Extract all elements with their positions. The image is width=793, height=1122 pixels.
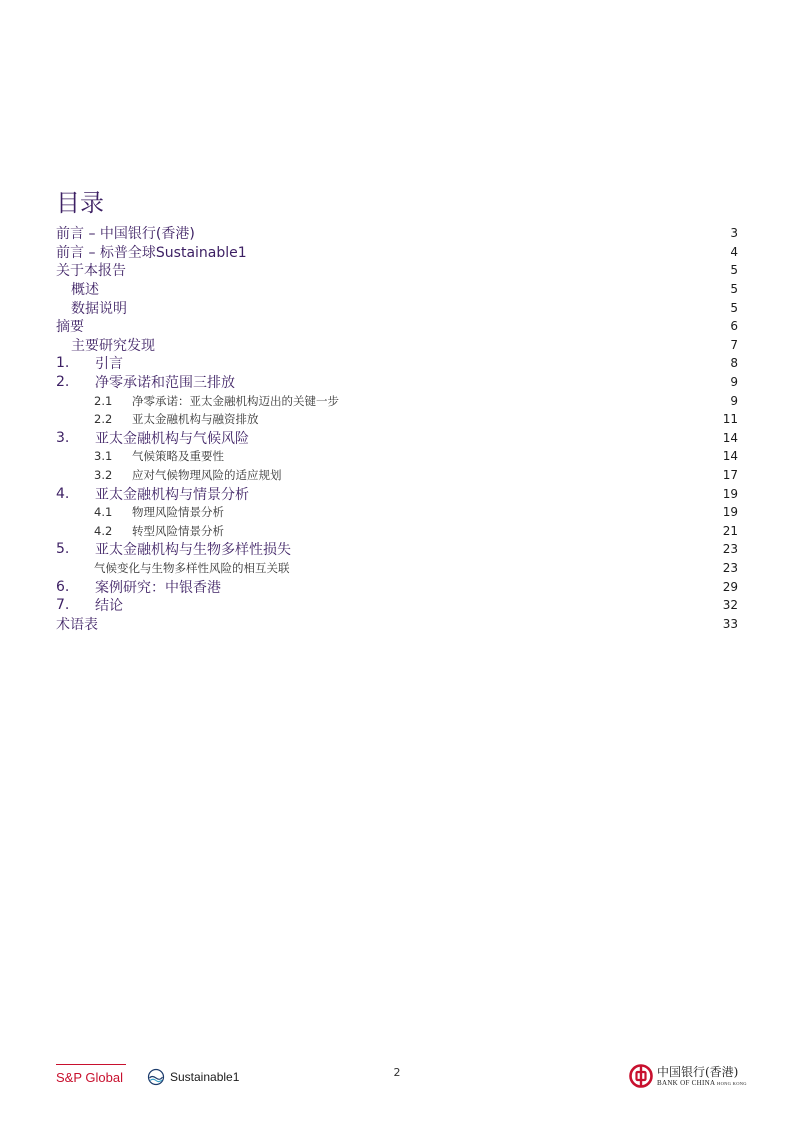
toc-entry-number: 7.: [56, 597, 70, 614]
boc-logo-english-name: BANK OF CHINA: [657, 1079, 715, 1087]
toc-entry-number: 5.: [56, 541, 70, 558]
toc-entry-title: 案例研究：中银香港: [95, 579, 221, 596]
toc-entry-number: 3.2: [94, 468, 113, 483]
toc-entry-title: 亚太金融机构与生物多样性损失: [95, 542, 291, 559]
toc-entry[interactable]: [56, 596, 738, 615]
toc-entry[interactable]: [56, 243, 738, 262]
toc-entry[interactable]: [56, 280, 738, 299]
toc-entry-number: 3.: [56, 429, 70, 446]
toc-entry-page: 7: [730, 337, 738, 352]
toc-entry-page: 21: [722, 523, 738, 538]
toc-entry-page: 9: [730, 393, 738, 408]
toc-entry-page: 5: [730, 263, 738, 278]
toc-entry-title: 气候策略及重要性: [132, 449, 224, 464]
toc-entry-title: 转型风险情景分析: [132, 523, 224, 538]
toc-entry-number: 4.2: [94, 523, 113, 538]
toc-entry-page: 32: [722, 598, 738, 613]
toc-entry-title: 摘要: [56, 319, 84, 336]
toc-entry[interactable]: [56, 410, 738, 429]
boc-logo: [629, 1064, 747, 1088]
toc-entry-page: 14: [722, 449, 738, 464]
toc-entry-title: 结论: [95, 598, 123, 615]
toc-entry-title: 物理风险情景分析: [132, 505, 224, 520]
toc-entry[interactable]: [56, 298, 738, 317]
toc-entry[interactable]: [56, 540, 738, 559]
toc-entry[interactable]: [56, 447, 738, 466]
toc-entry[interactable]: [56, 466, 738, 485]
toc-entry-title: 术语表: [56, 616, 98, 633]
toc-entry[interactable]: [56, 559, 738, 578]
toc-entry-title: 亚太金融机构与气候风险: [95, 430, 249, 447]
toc-entry-number: 2.: [56, 374, 70, 391]
toc-entry-title: 前言 – 标普全球Sustainable1: [56, 244, 247, 261]
toc-entry-number: 2.2: [94, 412, 113, 427]
toc-entry-number: 4.: [56, 485, 70, 502]
toc-entry[interactable]: [56, 577, 738, 596]
toc-entry-page: 33: [722, 616, 738, 631]
toc-entry-title: 关于本报告: [56, 263, 126, 280]
toc-entry-title: 引言: [95, 356, 123, 373]
page-number: 2: [393, 1066, 401, 1079]
toc-entry[interactable]: [56, 373, 738, 392]
toc-entry-title: 气候变化与生物多样性风险的相互关联: [94, 560, 290, 575]
toc-entry[interactable]: [56, 484, 738, 503]
toc-entry-page: 19: [722, 486, 738, 501]
boc-logo-english-sub: HONG KONG: [717, 1081, 747, 1086]
toc-entry-title: 应对气候物理风险的适应规划: [132, 468, 282, 483]
toc-entry-title: 概述: [71, 282, 99, 299]
toc-entry-title: 净零承诺：亚太金融机构迈出的关键一步: [132, 393, 339, 408]
boc-emblem-icon: [629, 1064, 653, 1088]
toc-entry-page: 19: [722, 505, 738, 520]
boc-logo-chinese: 中国银行(香港): [657, 1065, 739, 1079]
sustainable1-logo: [147, 1068, 239, 1086]
toc-entry[interactable]: [56, 429, 738, 448]
sustainable1-logo-text: Sustainable1: [170, 1070, 240, 1084]
toc-title: 目录: [56, 189, 104, 217]
toc-entry[interactable]: [56, 317, 738, 336]
table-of-contents: [56, 224, 738, 633]
toc-entry[interactable]: [56, 261, 738, 280]
toc-entry-number: 1.: [56, 355, 70, 372]
toc-entry-page: 3: [730, 226, 738, 241]
toc-entry-number: 2.1: [94, 393, 113, 408]
toc-entry[interactable]: [56, 336, 738, 355]
toc-entry-page: 5: [730, 300, 738, 315]
sp-global-logo: S&P Global: [56, 1070, 123, 1085]
toc-entry-number: 4.1: [94, 505, 113, 520]
toc-entry-page: 23: [722, 560, 738, 575]
sp-logo-rule: [56, 1064, 126, 1065]
toc-entry-title: 主要研究发现: [71, 337, 155, 354]
toc-entry-page: 11: [722, 412, 738, 427]
toc-entry[interactable]: [56, 522, 738, 541]
toc-entry-number: 6.: [56, 578, 70, 595]
toc-entry-title: 前言 – 中国银行(香港): [56, 226, 195, 243]
toc-entry[interactable]: [56, 224, 738, 243]
toc-entry[interactable]: [56, 614, 738, 633]
toc-entry-page: 8: [730, 356, 738, 371]
toc-entry-title: 净零承诺和范围三排放: [95, 375, 235, 392]
toc-entry-page: 9: [730, 375, 738, 390]
toc-entry-title: 亚太金融机构与情景分析: [95, 486, 249, 503]
toc-entry-title: 亚太金融机构与融资排放: [132, 412, 259, 427]
toc-entry-page: 6: [730, 319, 738, 334]
globe-wave-icon: [147, 1068, 165, 1086]
toc-entry[interactable]: [56, 503, 738, 522]
toc-entry-page: 14: [722, 430, 738, 445]
toc-entry[interactable]: [56, 354, 738, 373]
boc-logo-english: [657, 1079, 747, 1087]
toc-entry-number: 3.1: [94, 449, 113, 464]
toc-entry-page: 23: [722, 542, 738, 557]
toc-entry-title: 数据说明: [71, 300, 127, 317]
toc-entry-page: 4: [730, 244, 738, 259]
toc-entry-page: 29: [722, 579, 738, 594]
toc-entry-page: 17: [722, 468, 738, 483]
toc-entry[interactable]: [56, 391, 738, 410]
toc-entry-page: 5: [730, 282, 738, 297]
